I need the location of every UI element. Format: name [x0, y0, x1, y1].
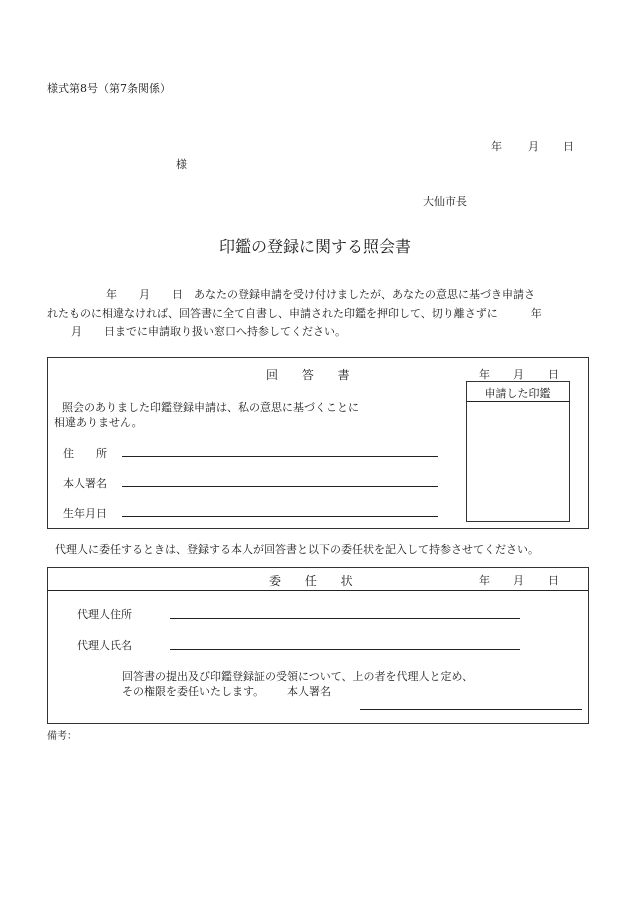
reply-birthdate-field[interactable] — [122, 516, 438, 517]
form-number: 様式第8号（第7条関係） — [47, 82, 171, 95]
proxy-signature-field[interactable] — [360, 709, 582, 710]
proxy-date-month: 月 — [513, 574, 524, 587]
reply-date-month: 月 — [513, 368, 524, 381]
delegation-note: 代理人に委任するときは、登録する本人が回答書と以下の委任状を記入して持参させてください。 — [55, 543, 539, 556]
seal-box-label: 申請した印鑑 — [484, 387, 551, 400]
proxy-statement-line-1: 回答書の提出及び印鑑登録証の受領について、上の者を代理人と定め、 — [122, 670, 474, 683]
reply-signature-label: 本人署名 — [63, 477, 107, 490]
reply-address-label: 住 所 — [63, 447, 107, 460]
reply-heading: 回 答 書 — [266, 368, 360, 382]
addressee-suffix: 様 — [176, 158, 187, 171]
proxy-date-year: 年 — [479, 574, 490, 587]
intro-line-1: 年 月 日 あなたの登録申請を受け付けましたが、あなたの意思に基づき申請さ — [106, 288, 535, 301]
proxy-statement-line-2: その権限を委任いたします。 — [122, 685, 265, 698]
reply-statement-line-2: 相違ありません。 — [54, 416, 143, 429]
date-month: 月 — [528, 140, 539, 153]
proxy-heading: 委 任 状 — [269, 574, 363, 588]
reply-birthdate-label: 生年月日 — [63, 507, 107, 520]
reply-address-field[interactable] — [122, 456, 438, 457]
remarks-label: 備考： — [47, 731, 77, 742]
reply-statement-line-1: 照会のありました印鑑登録申請は、私の意思に基づくことに — [62, 401, 359, 414]
reply-signature-field[interactable] — [122, 486, 438, 487]
reply-date-day: 日 — [548, 368, 559, 381]
seal-box — [466, 381, 570, 522]
proxy-name-label: 代理人氏名 — [77, 639, 132, 652]
proxy-date-day: 日 — [548, 574, 559, 587]
proxy-name-field[interactable] — [170, 649, 520, 650]
sender: 大仙市長 — [423, 195, 467, 208]
reply-date-year: 年 — [479, 368, 490, 381]
intro-line-2: れたものに相違なければ、回答書に全て自書し、申請された印鑑を押印して、切り離さずに 年 — [47, 307, 542, 320]
intro-line-3: 月 日までに申請取り扱い窓口へ持参してください。 — [71, 325, 346, 338]
proxy-address-label: 代理人住所 — [77, 608, 132, 621]
date-day: 日 — [563, 140, 574, 153]
proxy-address-field[interactable] — [170, 618, 520, 619]
date-year: 年 — [491, 140, 502, 153]
proxy-signature-label: 本人署名 — [287, 685, 331, 698]
page-title: 印鑑の登録に関する照会書 — [218, 237, 411, 256]
